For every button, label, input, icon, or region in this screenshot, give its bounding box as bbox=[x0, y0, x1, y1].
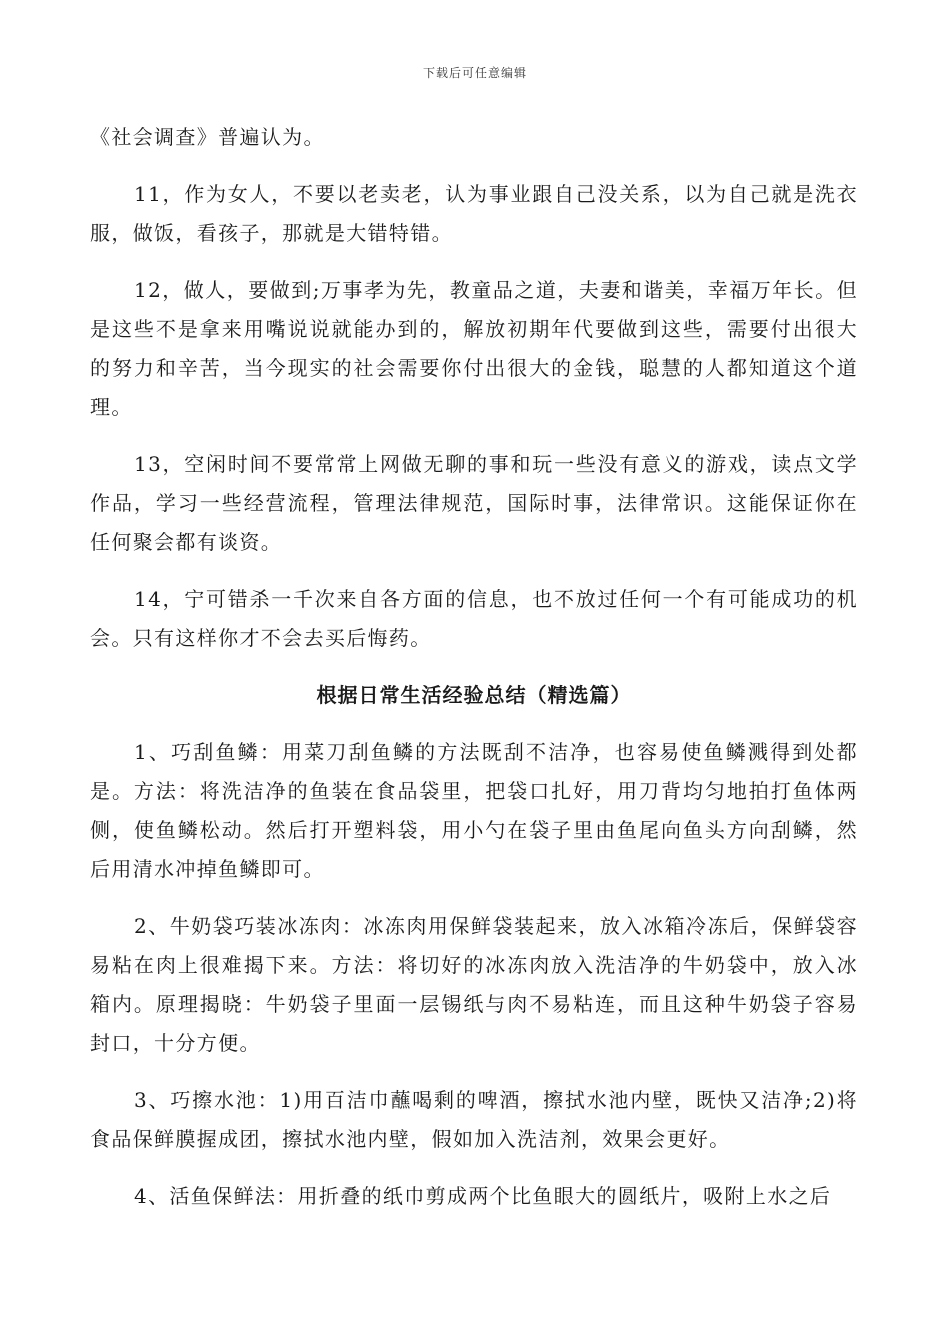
paragraph-item-12: 12，做人，要做到;万事孝为先，教童品之道，夫妻和谐美，幸福万年长。但是这些不是拿来用嘴说说就能办到的，解放初期年代要做到这些，需要付出很大的努力和辛苦，当今现实的社会需要你付出很大的金钱，聪慧的人都知道这个道理。 bbox=[90, 278, 858, 419]
document-body bbox=[90, 118, 858, 1234]
tip-item-3: 3、巧擦水池：1)用百洁巾蘸喝剩的啤酒，擦拭水池内壁，既快又洁净;2)将食品保鲜膜握成团，擦拭水池内壁，假如加入洗洁剂，效果会更好。 bbox=[90, 1088, 858, 1151]
paragraph-item-11: 11，作为女人，不要以老卖老，认为事业跟自己没关系，以为自己就是洗衣服，做饭，看孩子，那就是大错特错。 bbox=[90, 182, 858, 245]
section-title: 根据日常生活经验总结（精选篇） bbox=[316, 683, 632, 707]
tip-item-1: 1、巧刮鱼鳞：用菜刀刮鱼鳞的方法既刮不洁净，也容易使鱼鳞溅得到处都是。方法：将洗洁净的鱼装在食品袋里，把袋口扎好，用刀背均匀地拍打鱼体两侧，使鱼鳞松动。然后打开塑料袋，用小勺在袋子里由鱼尾向鱼头方向刮鳞，然后用清水冲掉鱼鳞即可。 bbox=[90, 740, 858, 881]
page-header: 下载后可任意编辑 bbox=[422, 66, 527, 80]
paragraph-continuation: 《社会调查》普遍认为。 bbox=[90, 125, 325, 149]
tip-item-4: 4、活鱼保鲜法：用折叠的纸巾剪成两个比鱼眼大的圆纸片，吸附上水之后 bbox=[134, 1184, 832, 1208]
paragraph-item-14: 14，宁可错杀一千次来自各方面的信息，也不放过任何一个有可能成功的机会。只有这样你才不会去买后悔药。 bbox=[90, 587, 858, 650]
paragraph-item-13: 13，空闲时间不要常常上网做无聊的事和玩一些没有意义的游戏，读点文学作品，学习一些经营流程，管理法律规范，国际时事，法律常识。这能保证你在任何聚会都有谈资。 bbox=[90, 452, 858, 554]
tip-item-2: 2、牛奶袋巧装冰冻肉：冰冻肉用保鲜袋装起来，放入冰箱冷冻后，保鲜袋容易粘在肉上很难揭下来。方法：将切好的冰冻肉放入洗洁净的牛奶袋中，放入冰箱内。原理揭晓：牛奶袋子里面一层锡纸与肉不易粘连，而且这种牛奶袋子容易封口，十分方便。 bbox=[90, 914, 858, 1055]
